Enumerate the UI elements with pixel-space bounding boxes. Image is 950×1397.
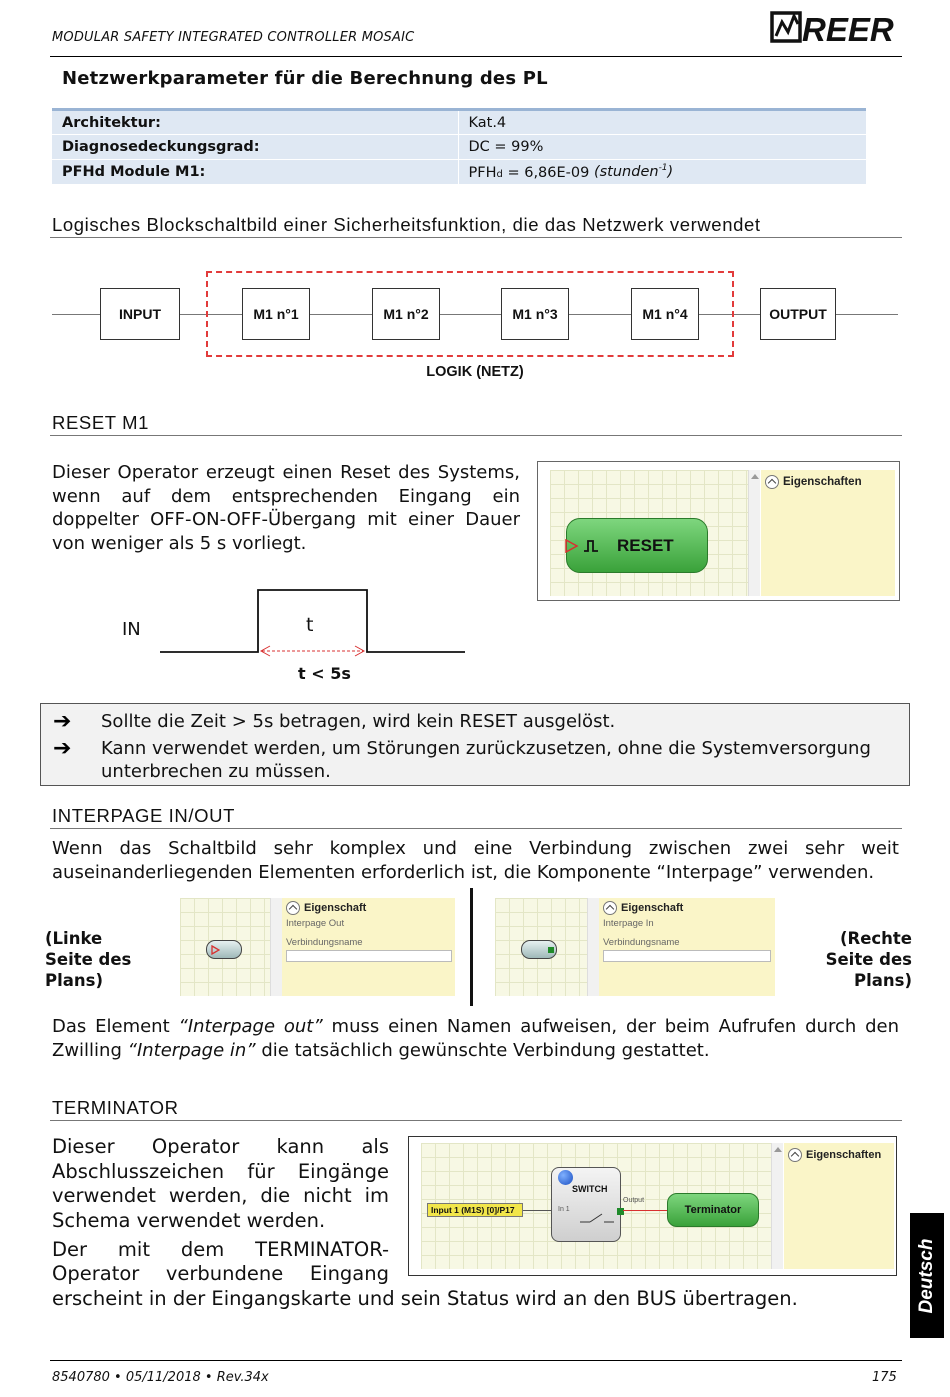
language-tab: Deutsch [910, 1213, 944, 1338]
input-pin-icon [565, 539, 579, 553]
pfh-text: PFH [468, 164, 497, 181]
connection-name-input[interactable] [603, 950, 771, 962]
collapse-icon[interactable] [788, 1148, 802, 1162]
left-page-caption: (Linke Seite des Plans) [45, 929, 132, 990]
interpage-heading: INTERPAGE IN/OUT [52, 805, 235, 826]
section-rule [50, 237, 902, 238]
properties-title: Eigenschaft [286, 901, 366, 915]
input-tag[interactable]: Input 1 (M1S) [0]/P17 [427, 1203, 523, 1217]
connection-name-input[interactable] [286, 950, 452, 962]
block-m1-4: M1 n°4 [631, 288, 699, 340]
terminator-note-line: Der mit dem TERMINATOR- [52, 1238, 389, 1261]
scroll-up-icon[interactable] [751, 474, 759, 479]
param-key: Diagnosedeckungsgrad: [52, 135, 458, 160]
table-row [52, 160, 866, 185]
scroll-up-icon[interactable] [774, 1147, 782, 1152]
terminator-description: Dieser Operator kann als Abschlusszeichen für Eingänge verwendet werden, die nicht im Schema verwendet werden. [52, 1135, 389, 1232]
page-number: 175 [872, 1370, 897, 1385]
scrollbar[interactable] [771, 1143, 783, 1269]
reset-heading: RESET M1 [52, 412, 149, 433]
component-subtitle: Interpage Out [286, 918, 345, 929]
scrollbar[interactable] [587, 898, 599, 996]
switch-contact-icon [580, 1212, 614, 1226]
switch-block[interactable] [551, 1167, 621, 1242]
interpage-out-screenshot [180, 898, 455, 996]
note-item: Sollte die Zeit > 5s betragen, wird kein RESET ausgelöst. [101, 711, 616, 732]
pfh-subscript: d [496, 168, 503, 180]
net-params-heading: Netzwerkparameter für die Berechnung des PL [62, 68, 548, 89]
switch-led-icon [558, 1170, 573, 1185]
footer-rule [50, 1360, 902, 1361]
timing-in-label: IN [122, 619, 141, 640]
param-value [458, 160, 866, 185]
table-row [52, 110, 866, 135]
reset-block-label: RESET [617, 536, 674, 555]
interpage-outro: Das Element “Interpage out” muss einen Namen aufweisen, der beim Aufrufen durch den Zwilling “Interpage in” die tatsächlich gewünschte Verbindung gestattet. [52, 1016, 900, 1061]
right-page-caption: (Rechte Seite des Plans) [825, 929, 912, 990]
field-label: Verbindungsname [286, 937, 363, 948]
terminator-block[interactable]: Terminator [667, 1193, 759, 1227]
block-m1-2: M1 n°2 [372, 288, 440, 340]
interpage-out-block[interactable] [206, 940, 242, 959]
arrow-right-icon: ➔ [53, 736, 72, 761]
pfh-unit: (stunden$^{-1}$) [593, 163, 674, 181]
footer-doc-info: 8540780 • 05/11/2018 • Rev.34x [52, 1370, 269, 1385]
reset-screenshot [537, 461, 900, 601]
properties-title: Eigenschaften [788, 1148, 881, 1162]
collapse-icon[interactable] [765, 475, 779, 489]
output-pin-icon [548, 947, 554, 953]
properties-panel [599, 898, 775, 996]
pulse-icon [583, 538, 599, 554]
reset-description: Dieser Operator erzeugt einen Reset des Systems, wenn auf dem entsprechenden Eingang ein doppelter OFF-ON-OFF-Übergang mit einer Dauer von weniger als 5 s vorliegt. [52, 462, 520, 554]
field-label: Verbindungsname [603, 937, 680, 948]
collapse-icon[interactable] [286, 901, 300, 915]
logo-text: REER [802, 11, 894, 48]
reset-block[interactable] [566, 518, 708, 573]
terminator-screenshot [408, 1136, 897, 1276]
param-key: PFHd Module M1: [52, 160, 458, 185]
section-rule [50, 435, 902, 436]
block-input: INPUT [100, 288, 180, 340]
properties-title: Eigenschaften [765, 475, 862, 489]
input-pin-icon [211, 945, 220, 955]
param-value: DC = 99% [458, 135, 866, 160]
switch-in-label: In 1 [558, 1206, 570, 1213]
scrollbar[interactable] [748, 470, 760, 596]
properties-panel [761, 470, 895, 596]
component-subtitle: Interpage In [603, 918, 654, 929]
table-row [52, 135, 866, 160]
page-divider [470, 888, 473, 1006]
net-params-table [52, 108, 866, 185]
connection-wire [623, 1210, 667, 1211]
param-value: Kat.4 [458, 110, 866, 135]
switch-label: SWITCH [572, 1184, 608, 1194]
reer-logo [770, 8, 902, 48]
properties-panel [282, 898, 455, 996]
section-rule [50, 828, 902, 829]
pfh-value: = 6,86E-09 [502, 164, 594, 181]
timing-condition: t < 5s [298, 664, 351, 683]
document-header-title: MODULAR SAFETY INTEGRATED CONTROLLER MOSAIC [52, 30, 415, 45]
notes-box [40, 703, 910, 786]
param-key: Architektur: [52, 110, 458, 135]
scrollbar[interactable] [270, 898, 282, 996]
properties-panel [784, 1143, 894, 1269]
section-rule [50, 1120, 902, 1121]
logic-group-label: LOGIK (NETZ) [426, 364, 524, 380]
collapse-icon[interactable] [603, 901, 617, 915]
interpage-in-screenshot [495, 898, 775, 996]
block-output: OUTPUT [760, 288, 836, 340]
output-label: Output [623, 1197, 645, 1204]
block-diagram-heading: Logisches Blockschaltbild einer Sicherheitsfunktion, die das Netzwerk verwendet [52, 214, 761, 235]
interpage-in-block[interactable] [521, 940, 557, 959]
interpage-intro: Wenn das Schaltbild sehr komplex und eine Verbindung zwischen zwei sehr weit auseinanderliegenden Elementen erforderlich ist, die Komponente “Interpage” verwenden. [52, 838, 899, 883]
connection-wire [523, 1210, 551, 1211]
block-m1-3: M1 n°3 [501, 288, 569, 340]
block-m1-1: M1 n°1 [242, 288, 310, 340]
terminator-note-line: erscheint in der Eingangskarte und sein Status wird an den BUS übertragen. [52, 1287, 798, 1310]
arrow-right-icon: ➔ [53, 709, 72, 734]
header-rule [50, 56, 902, 57]
properties-title: Eigenschaft [603, 901, 683, 915]
terminator-note-line: Operator verbundene Eingang [52, 1262, 389, 1285]
pulse-t-label: t [306, 614, 314, 636]
terminator-heading: TERMINATOR [52, 1097, 179, 1118]
note-item: Kann verwendet werden, um Störungen zurückzusetzen, ohne die Systemversorgung unterbrechen zu müssen. [101, 738, 871, 782]
